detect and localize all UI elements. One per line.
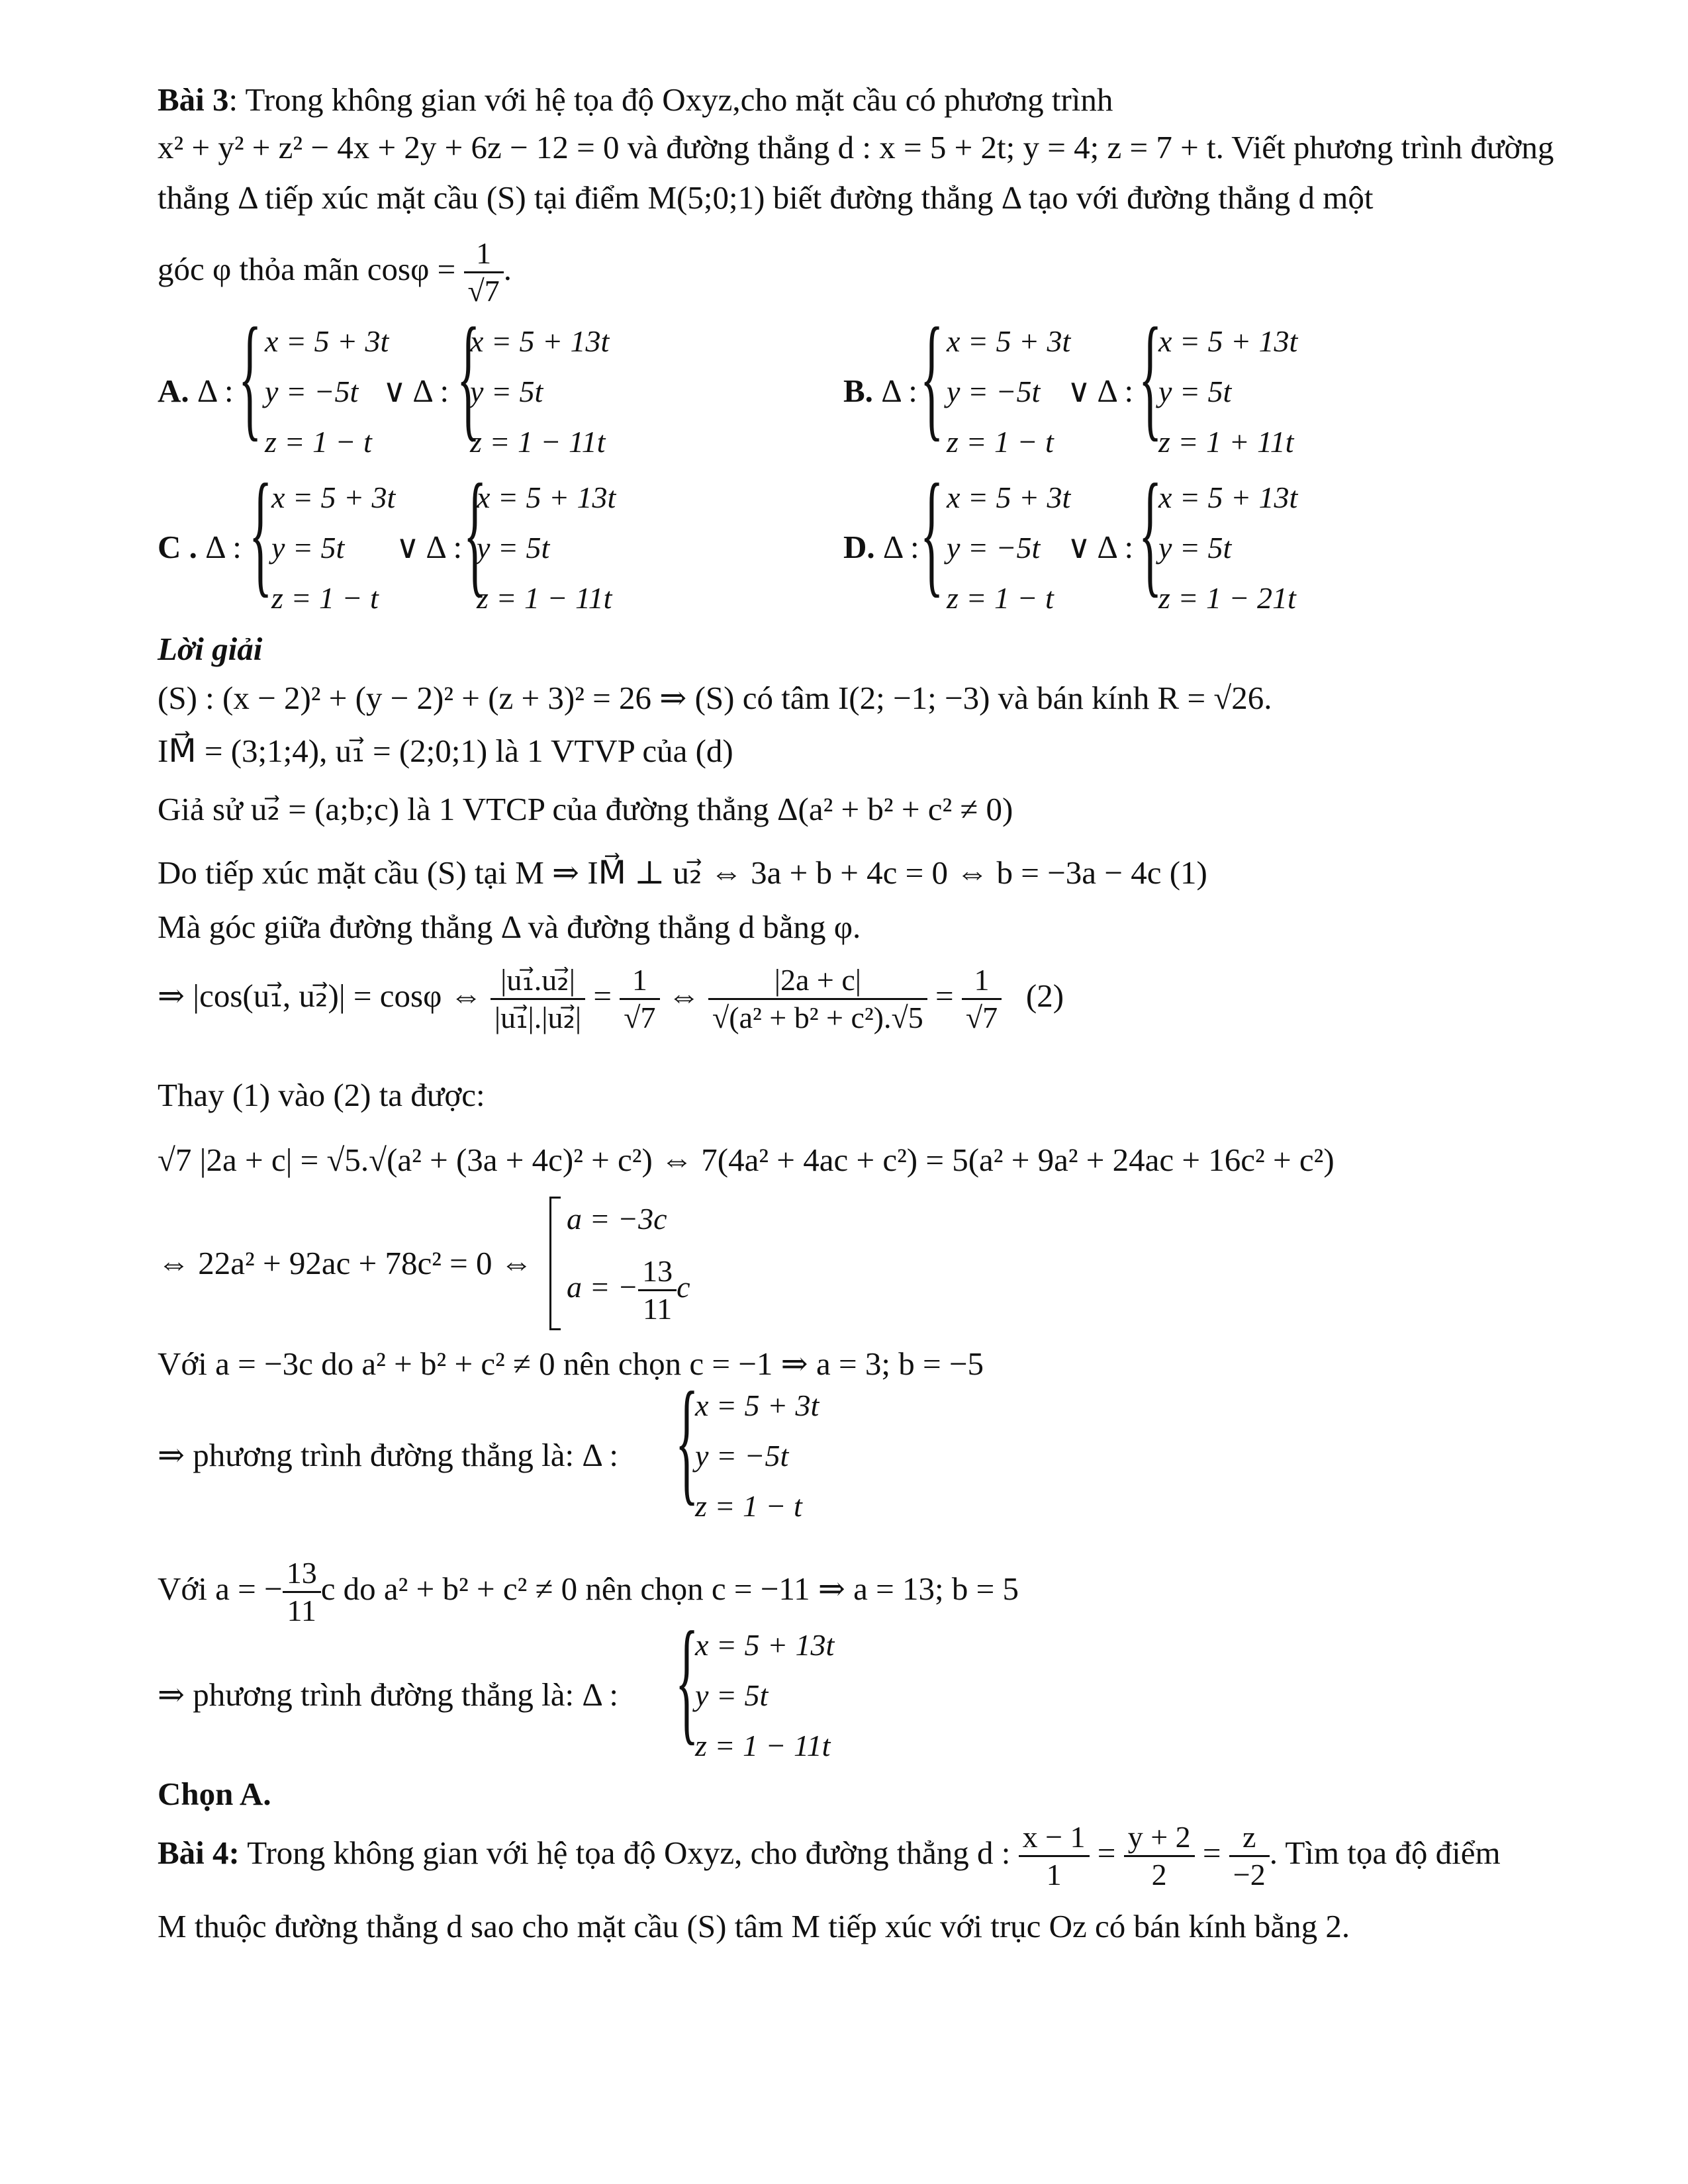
option-d-label: D. Δ : (843, 529, 919, 565)
solution-line-3: Giả sử u₂⃗ = (a;b;c) là 1 VTCP của đường thẳng Δ(a² + b² + c² ≠ 0) (158, 791, 1013, 827)
option-a-system1: x = 5 + 3t y = −5t z = 1 − t (265, 324, 389, 459)
fraction: $\frac{1}{√7}$ (620, 962, 659, 1036)
solution-line-7: Thay (1) vào (2) ta được: (158, 1077, 485, 1113)
solution-line-9: ⇔ 22a² + 92ac + 78c² = 0 ⇔ (158, 1245, 533, 1281)
option-d-system1: x = 5 + 3t y = −5t z = 1 − t (947, 480, 1071, 615)
answer-choice: Chọn A. (158, 1776, 271, 1812)
cos-fraction: $\frac{1}{√7}$ (464, 236, 504, 309)
bai3-line1: Bài 3: Trong không gian với hệ tọa độ Oxyz,cho mặt cầu có phương trình (158, 81, 1113, 118)
bai3-line3: thẳng Δ tiếp xúc mặt cầu (S) tại điểm M(5;0;1) biết đường thẳng Δ tạo với đường thẳng d một (158, 179, 1374, 216)
option-c-label: C . Δ : (158, 529, 242, 565)
solution-line-6: ⇒ |cos(u₁⃗, u₂⃗)| = cosφ ⇔ $\frac{\text{|u₁⃗.u₂⃗|}}{\text{|u₁⃗|.|u₂⃗|}}$ = $\frac{1}{√7}$ ⇔ $\frac{|2a + c|}{\text{√(a² + b² + c²).√5}}$ = $\frac{1}{√7}$ (2) (158, 963, 1064, 1035)
solution-line-2: IM⃗ = (3;1;4), u₁⃗ = (2;0;1) là 1 VTVP của (d) (158, 733, 733, 769)
solution-line-11: ⇒ phương trình đường thẳng là: Δ : (158, 1437, 619, 1473)
option-a-label: A. Δ : (158, 373, 234, 409)
root-case-1: a = −3c (567, 1202, 667, 1236)
brace-icon: { (1139, 456, 1162, 610)
bai3-line2: x² + y² + z² − 4x + 2y + 6z − 12 = 0 và đường thẳng d : x = 5 + 2t; y = 4; z = 7 + t. Viết phương trình đường (158, 129, 1554, 165)
brace-icon: { (463, 456, 487, 610)
bai3-line4: góc φ thỏa mãn cosφ = $\frac{1}{√7}$ . (158, 236, 512, 308)
bai4-label: Bài 4: (158, 1835, 240, 1871)
solution-heading: Lời giải (158, 631, 263, 667)
option-b-system2: x = 5 + 13t y = 5t z = 1 + 11t (1158, 324, 1298, 459)
option-b-system1: x = 5 + 3t y = −5t z = 1 − t (947, 324, 1071, 459)
fraction: $\frac{\text{|u₁⃗.u₂⃗|}}{\text{|u₁⃗|.|u₂⃗|}}$ (491, 962, 585, 1036)
fraction: $\frac{1}{√7}$ (962, 962, 1002, 1036)
brace-icon: { (675, 1604, 699, 1757)
solution-line-12: Với a = − $\frac{13}{11}$ c do a² + b² + c² ≠ 0 nên chọn c = −11 ⇒ a = 13; b = 5 (158, 1556, 1019, 1628)
solution-system-1: x = 5 + 3t y = −5t z = 1 − t (695, 1388, 820, 1523)
solution-line-8: √7 |2a + c| = √5.√(a² + (3a + 4c)² + c²) ⇔ 7(4a² + 4ac + c²) = 5(a² + 9a² + 24ac + 16c² + c²) (158, 1142, 1335, 1178)
brace-icon: { (675, 1364, 699, 1518)
fraction: $\frac{|2a + c|}{\text{√(a² + b² + c²).√5}}$ (708, 962, 927, 1036)
bai4-line1: Bài 4: Trong không gian với hệ tọa độ Oxyz, cho đường thẳng d : $\frac{x - 1}{1}$ = $\frac{y + 2}{2}$ = $\frac{z}{-2}$ . Tìm tọa độ điểm (158, 1820, 1501, 1892)
bracket-icon (549, 1197, 561, 1330)
option-b-label: B. Δ : (843, 373, 917, 409)
option-d-system2: x = 5 + 13t y = 5t z = 1 − 21t (1158, 480, 1298, 615)
brace-icon: { (920, 300, 944, 453)
brace-icon: { (457, 300, 481, 453)
solution-line-4: Do tiếp xúc mặt cầu (S) tại M ⇒ IM⃗ ⊥ u₂⃗ ⇔ 3a + b + 4c = 0 ⇔ b = −3a − 4c (1) (158, 854, 1207, 891)
solution-system-2: x = 5 + 13t y = 5t z = 1 − 11t (695, 1628, 835, 1762)
bai3-label: Bài 3 (158, 81, 229, 118)
option-c-system2: x = 5 + 13t y = 5t z = 1 − 11t (477, 480, 616, 615)
brace-icon: { (1139, 300, 1162, 453)
root-case-2: a = − $\frac{13}{11}$ c (567, 1253, 690, 1326)
option-a-system2: x = 5 + 13t y = 5t z = 1 − 11t (470, 324, 610, 459)
document-page: Bài 3: Trong không gian với hệ tọa độ Oxyz,cho mặt cầu có phương trình x² + y² + z² − 4x + 2y + 6z − 12 = 0 và đường thẳng d : x = 5 + 2t; y = 4; z = 7 + t. Viết phương trình đường thẳng Δ tiếp xúc mặt cầu (S) tại điểm M(5;0;1) biết đường thẳng Δ tạo với đường thẳng d một góc φ thỏa mãn cosφ = $\frac{1}{√7}$ . A. Δ : { x = 5 + 3t y = −5t z = 1 − t ∨ Δ : { x = 5 + 13t y = 5t z = 1 − 11t B. Δ : { x = 5 + 3t y = −5t z = 1 − t ∨ Δ : { x = 5 + 13t y = 5t z = 1 + 11t C . Δ : { x = 5 + 3t y = 5t z = 1 − t ∨ Δ : { x = 5 + 13t y = 5t z = 1 − 11t D. Δ : { x = 5 + 3t y = −5t z = 1 − t ∨ Δ : { x = 5 + 13t y = 5t z = 1 − 21t Lời giải (S) : (x − 2)² + (y − 2)² + (z + 3)² = 26 ⇒ (S) có tâm I(2; −1; −3) và bán kính R = √26. IM⃗ = (3;1;4), u₁⃗ = (2;0;1) là 1 VTVP của (d) Giả sử u₂⃗ = (a;b;c) là 1 VTCP của đường thẳng Δ(a² + b² + c² ≠ 0) Do tiếp xúc mặt cầu (S) tại M ⇒ IM⃗ ⊥ u₂⃗ ⇔ 3a + b + 4c = 0 ⇔ b = −3a − 4c (1) Mà góc giữa đường thẳng Δ và đường thẳng d bằng φ. ⇒ |cos(u₁⃗, u₂⃗)| = cosφ ⇔ $\frac{\text{|u₁⃗.u₂⃗|}}{\text{|u₁⃗|.|u₂⃗|}}$ = $\frac{1}{√7}$ ⇔ $\frac{|2a + c|}{\text{√(a² + b² + c²).√5}}$ = $\frac{1}{√7}$ (2) Thay (1) vào (2) ta được: √7 |2a + c| = √5.√(a² + (3a + 4c)² + c²) ⇔ 7(4a² + 4ac + c²) = 5(a² + 9a² + 24ac + 16c² + c²) ⇔ 22a² + 92ac + 78c² = 0 ⇔ a = −3c a = − $\frac{13}{11}$ c Với a = −3c do a² + b² + c² ≠ 0 nên chọn c = −1 ⇒ a = 3; b = −5 ⇒ phương trình đường thẳng là: Δ : { x = 5 + 3t y = −5t z = 1 − t Với a = − $\frac{13}{11}$ c do a² + b² + c² ≠ 0 nên chọn c = −11 ⇒ a = 13; b = 5 ⇒ phương trình đường thẳng là: Δ : { x = 5 + 13t y = 5t z = 1 − 11t Chọn A. Bài 4: Trong không gian với hệ tọa độ Oxyz, cho đường thẳng d : $\frac{x - 1}{1}$ = $\frac{y + 2}{2}$ = $\frac{z}{-2}$ . Tìm tọa độ điểm M thuộc đường thẳng d sao cho mặt cầu (S) tâm M tiếp xúc với trục Oz có bán kính bằng 2. (0, 0, 1688, 2184)
solution-line-5: Mà góc giữa đường thẳng Δ và đường thẳng d bằng φ. (158, 909, 861, 945)
solution-line-13: ⇒ phương trình đường thẳng là: Δ : (158, 1676, 619, 1713)
brace-icon: { (238, 300, 262, 453)
option-c-system1: x = 5 + 3t y = 5t z = 1 − t (271, 480, 396, 615)
solution-line-1: (S) : (x − 2)² + (y − 2)² + (z + 3)² = 26 ⇒ (S) có tâm I(2; −1; −3) và bán kính R = √26. (158, 680, 1272, 716)
brace-icon: { (920, 456, 944, 610)
brace-icon: { (249, 456, 273, 610)
solution-line-10: Với a = −3c do a² + b² + c² ≠ 0 nên chọn c = −1 ⇒ a = 3; b = −5 (158, 1345, 984, 1382)
bai4-line2: M thuộc đường thẳng d sao cho mặt cầu (S) tâm M tiếp xúc với trục Oz có bán kính bằng 2. (158, 1908, 1350, 1944)
